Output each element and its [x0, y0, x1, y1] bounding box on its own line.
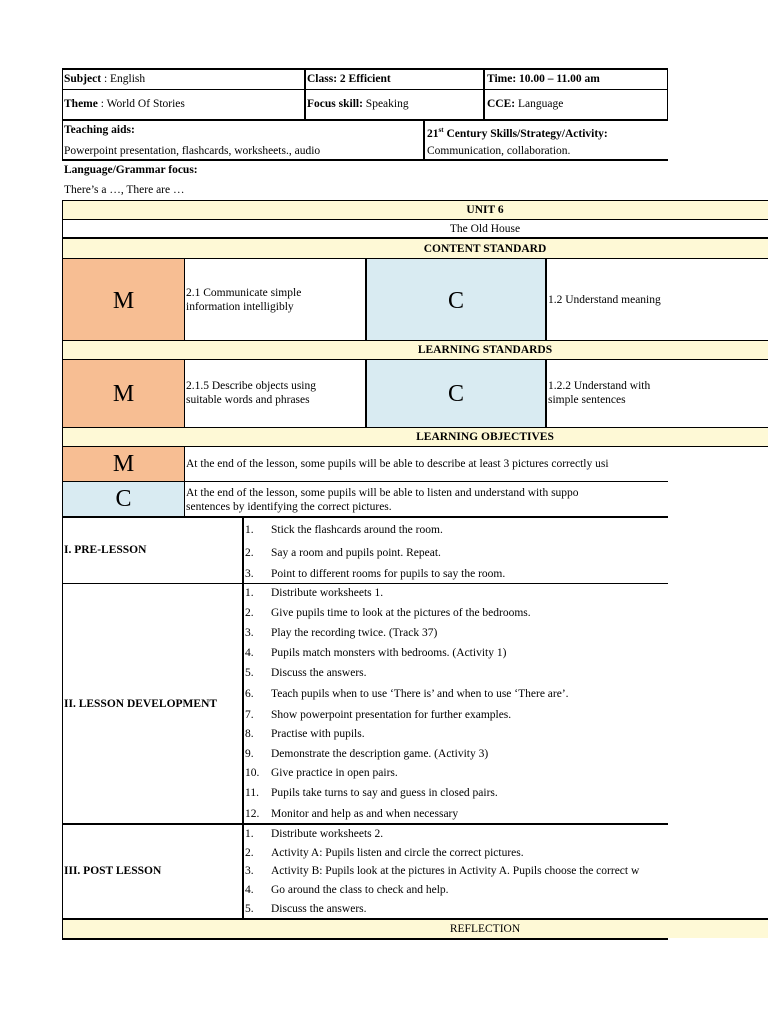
content-main-letter: M [112, 288, 135, 314]
subject-field: Subject : English [64, 73, 146, 85]
post-lesson-step: 5. Discuss the answers. [245, 903, 367, 915]
lesson-development-step: 7. Show powerpoint presentation for further examples. [245, 709, 512, 721]
standards-main-letter: M [112, 381, 135, 407]
objectives-main-letter: M [112, 451, 135, 477]
content-standard-heading: CONTENT STANDARD [423, 243, 547, 255]
lesson-development-step: 6. Teach pupils when to use ‘There is’ and when to use ‘There are’. [245, 688, 569, 700]
learning-standards-heading: LEARNING STANDARDS [417, 344, 553, 356]
lesson-development-step: 9. Demonstrate the description game. (Activity 3) [245, 748, 489, 760]
unit-title: UNIT 6 [466, 204, 504, 216]
post-lesson-step: 3. Activity B: Pupils look at the pictures in Activity A. Pupils choose the correct w [245, 865, 640, 877]
teaching-aids-label: Teaching aids: [64, 124, 135, 136]
grammar-focus-label: Language/Grammar focus: [64, 164, 198, 176]
standards-comp-letter: C [447, 381, 464, 407]
lesson-development-step: 1. Distribute worksheets 1. [245, 587, 384, 599]
content-comp-letter: C [447, 288, 464, 314]
lesson-development-step: 11. Pupils take turns to say and guess in closed pairs. [245, 787, 498, 799]
century-skills-value: Communication, collaboration. [427, 145, 571, 157]
content-main-text: 2.1 Communicate simple information intelligibly [186, 287, 302, 313]
lesson-development-step: 4. Pupils match monsters with bedrooms. (Activity 1) [245, 647, 507, 659]
post-lesson-step: 4. Go around the class to check and help. [245, 884, 449, 896]
pre-lesson-step: 3. Point to different rooms for pupils to say the room. [245, 568, 506, 580]
cce-field: CCE: Language [487, 98, 564, 110]
lesson-development-step: 8. Practise with pupils. [245, 728, 365, 740]
time-field: Time: 10.00 – 11.00 am [487, 73, 600, 85]
lesson-development-label: II. LESSON DEVELOPMENT [64, 698, 218, 710]
pre-lesson-step: 1. Stick the flashcards around the room. [245, 524, 443, 536]
objectives-comp-letter: C [115, 486, 132, 512]
lesson-development-step: 2. Give pupils time to look at the pictures of the bedrooms. [245, 607, 531, 619]
post-lesson-label: III. POST LESSON [64, 865, 162, 877]
grammar-focus-value: There’s a …, There are … [64, 184, 185, 196]
lesson-development-step: 10. Give practice in open pairs. [245, 767, 398, 779]
theme-field: Theme : World Of Stories [64, 98, 185, 110]
teaching-aids-value: Powerpoint presentation, flashcards, worksheets., audio [64, 145, 321, 157]
post-lesson-step: 1. Distribute worksheets 2. [245, 828, 384, 840]
class-field: Class: 2 Efficient [307, 73, 391, 85]
standards-comp-text: 1.2.2 Understand with simple sentences [548, 380, 651, 406]
focus-skill-field: Focus skill: Speaking [307, 98, 409, 110]
lesson-development-step: 3. Play the recording twice. (Track 37) [245, 627, 438, 639]
lesson-development-step: 12. Monitor and help as and when necessary [245, 808, 459, 820]
objectives-main-text: At the end of the lesson, some pupils will be able to describe at least 3 pictures correctly usi [186, 458, 609, 470]
standards-main-text: 2.1.5 Describe objects using suitable words and phrases [186, 380, 316, 406]
pre-lesson-label: I. PRE-LESSON [64, 544, 147, 556]
post-lesson-step: 2. Activity A: Pupils listen and circle the correct pictures. [245, 847, 524, 859]
learning-objectives-heading: LEARNING OBJECTIVES [416, 431, 554, 443]
content-comp-text: 1.2 Understand meaning [548, 294, 661, 306]
century-skills-label: 21st Century Skills/Strategy/Activity: [427, 126, 608, 140]
objectives-comp-text: At the end of the lesson, some pupils will be able to listen and understand with suppo sentences by identifying the correct pictures. [186, 487, 579, 513]
lesson-development-step: 5. Discuss the answers. [245, 667, 367, 679]
unit-subtitle: The Old House [449, 223, 521, 235]
reflection-heading: REFLECTION [449, 923, 521, 935]
pre-lesson-step: 2. Say a room and pupils point. Repeat. [245, 547, 441, 559]
